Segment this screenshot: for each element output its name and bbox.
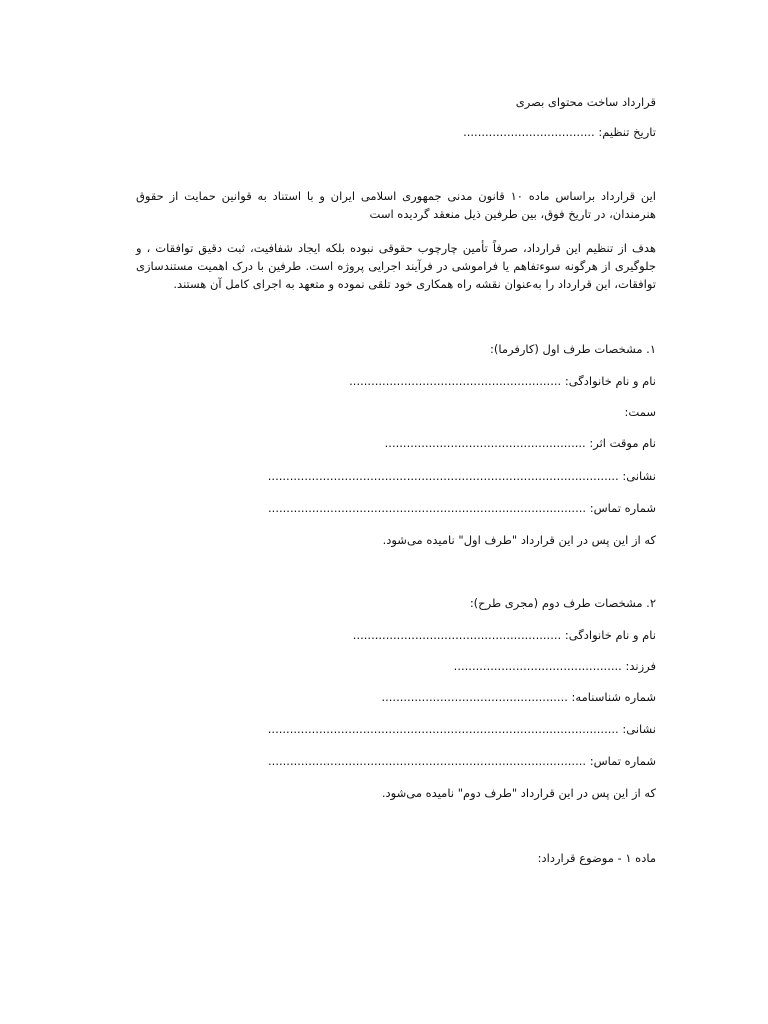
party-two-phone-field: شماره تماس: ....................................................................................... <box>268 754 656 768</box>
purpose-paragraph: هدف از تنظیم این قرارداد، صرفاً تأمین چارچوب حقوقی نبوده بلکه ایجاد شفافیت، ثبت دقیق توافقات ، و جلوگیری از هرگونه سوءتفاهم یا فراموشی در فرآیند اجرایی پروژه است. طرفین با درک اهمیت مستندسازی توافقات، این قرارداد را به‌عنوان نقشه راه همکاری خود تلقی نموده و متعهد به اجرای کامل آن هستند. <box>136 241 656 291</box>
contract-title: قرارداد ساخت محتوای بصری <box>515 95 656 109</box>
party-one-name-field: نام و نام خانوادگی: .......................................................... <box>349 374 656 388</box>
date-field: تاریخ تنظیم: .................................... <box>463 125 656 139</box>
party-one-heading: ۱. مشخصات طرف اول (کارفرما): <box>489 342 656 356</box>
party-two-address-field: نشانی: ................................................................................................ <box>267 722 656 736</box>
party-two-child-field: فرزند: .............................................. <box>453 659 656 673</box>
party-one-role-field: سمت: <box>624 405 656 419</box>
party-two-designation: که از این پس در این قرارداد "طرف دوم" نامیده می‌شود. <box>381 786 656 800</box>
party-one-signatory-field: نام موقت اثر: ....................................................... <box>384 436 656 450</box>
party-two-heading: ۲. مشخصات طرف دوم (مجری طرح): <box>469 596 656 610</box>
party-two-id-field: شماره شناسنامه: ................................................... <box>381 690 656 704</box>
party-one-address-field: نشانی: ................................................................................................ <box>267 469 656 483</box>
article-one-heading: ماده ۱ - موضوع قرارداد: <box>537 851 656 865</box>
party-two-name-field: نام و نام خانوادگی: ......................................................... <box>352 628 656 642</box>
intro-paragraph: این قرارداد براساس ماده ۱۰ قانون مدنی جمهوری اسلامی ایران و با استناد به قوانین حمایت از حقوق هنرمندان، در تاریخ فوق، بین طرفین ذیل منعقد گردیده است <box>136 189 656 221</box>
party-one-phone-field: شماره تماس: ....................................................................................... <box>268 501 656 515</box>
party-one-designation: که از این پس در این قرارداد "طرف اول" نامیده می‌شود. <box>382 533 656 547</box>
